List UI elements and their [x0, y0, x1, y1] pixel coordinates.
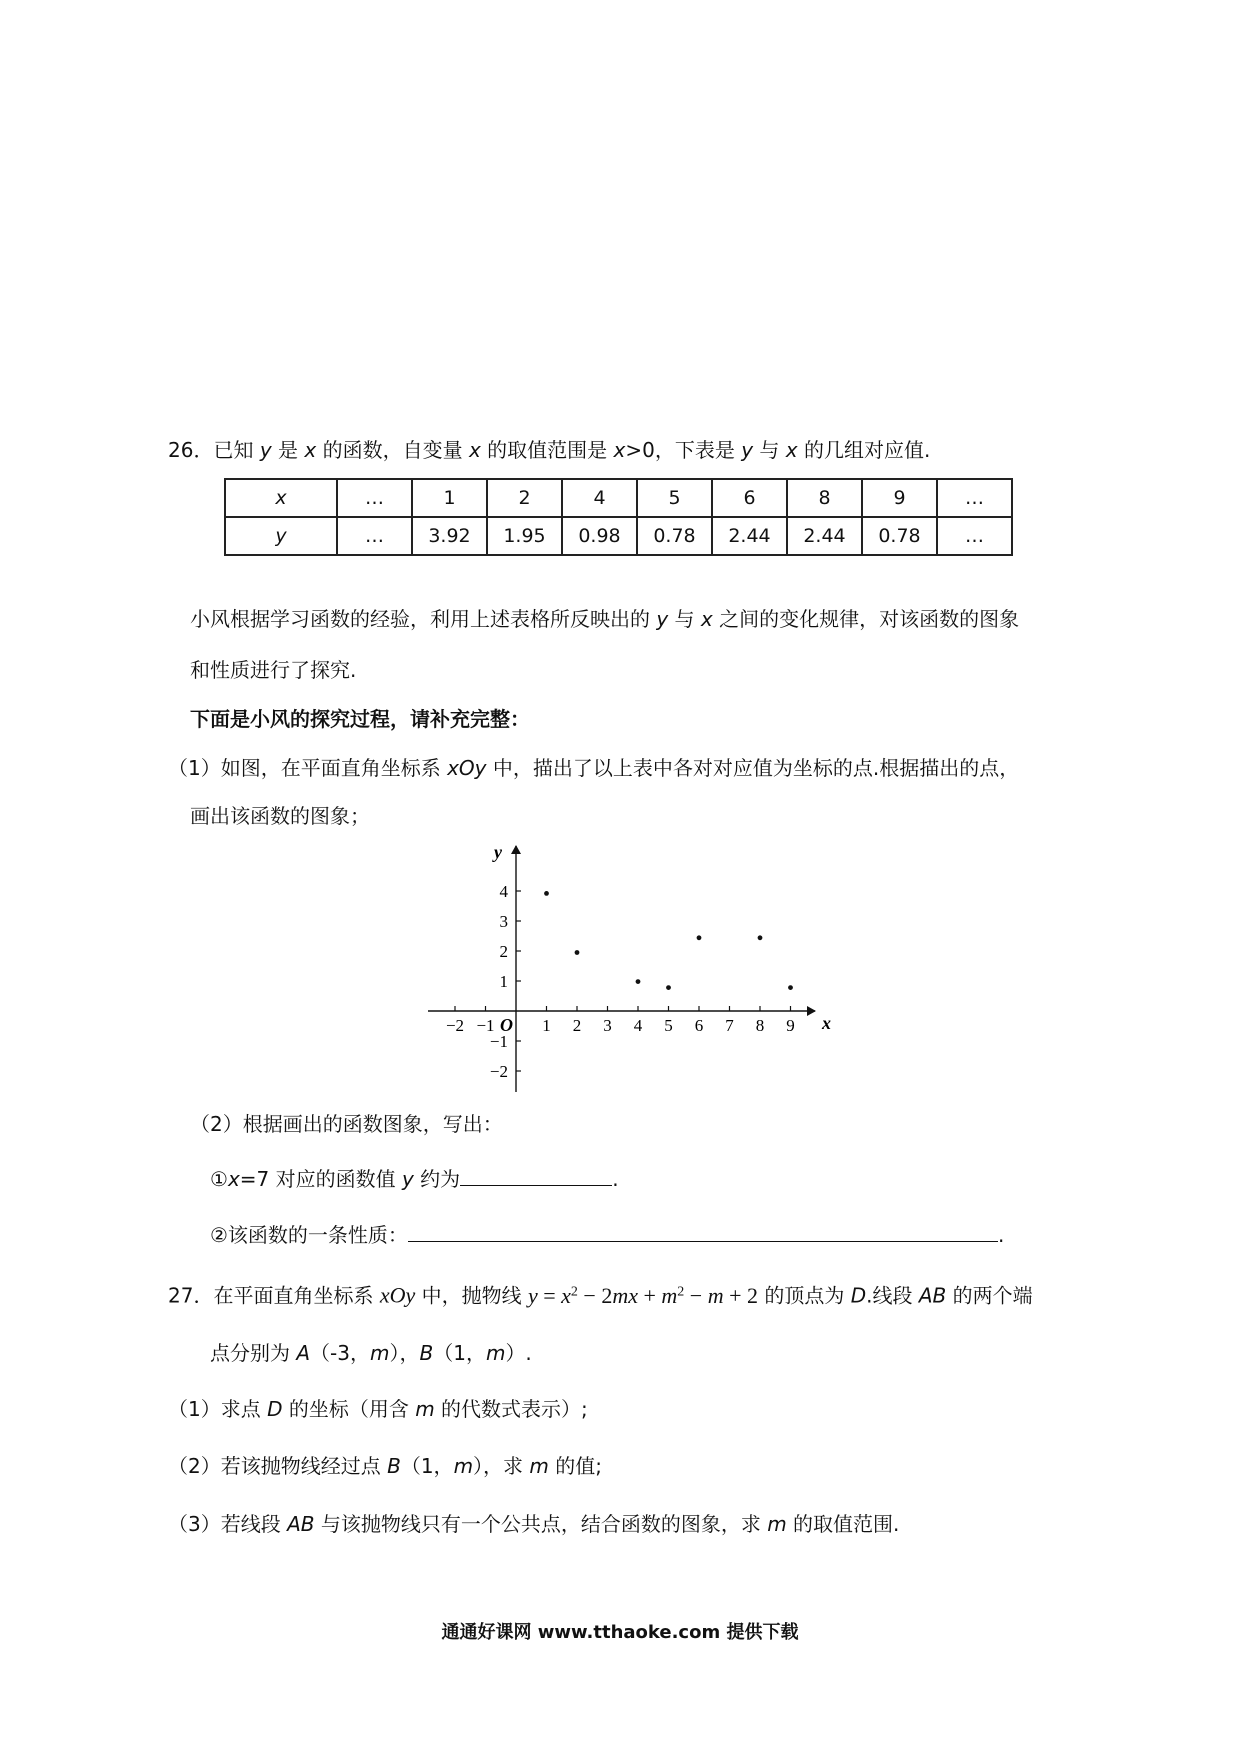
- y-tick-label: 4: [499, 882, 508, 901]
- x-tick-label: 8: [755, 1016, 765, 1035]
- x-tick-label: 9: [786, 1016, 795, 1035]
- data-point: [666, 985, 671, 990]
- y-axis-label: y: [494, 842, 502, 862]
- table-cell: 1: [412, 479, 487, 517]
- coordinate-graph: [420, 840, 840, 1100]
- x-tick-label: 1: [542, 1016, 551, 1035]
- x-tick-label: 3: [603, 1016, 612, 1035]
- answer-blank-1[interactable]: [460, 1163, 612, 1186]
- q26-prompt: 下面是小风的探究过程，请补充完整：: [190, 707, 530, 731]
- data-points: [544, 891, 793, 990]
- table-cell: 2: [487, 479, 562, 517]
- y-tick-label: 3: [499, 912, 508, 931]
- x-tick-label: −2: [445, 1016, 465, 1035]
- question-number: 26．: [168, 438, 214, 462]
- q26-paragraph-2: 和性质进行了探究.: [190, 658, 357, 682]
- q26-part1-line2: 画出该函数的图象；: [190, 804, 370, 828]
- table-cell: 1.95: [487, 517, 562, 555]
- question-number: 27．: [168, 1283, 214, 1308]
- q26-sub2: ②该函数的一条性质： .: [210, 1219, 1004, 1249]
- data-point: [636, 979, 641, 984]
- table-header-x: x: [225, 479, 337, 517]
- q27-part2: （2）若该抛物线经过点 B（1，m），求 m 的值;: [168, 1454, 602, 1478]
- table-header-y: y: [225, 517, 337, 555]
- table-cell: …: [937, 517, 1012, 555]
- y-tick-label: 2: [499, 942, 508, 961]
- table-cell: 3.92: [412, 517, 487, 555]
- q27-part1: （1）求点 D 的坐标（用含 m 的代数式表示）;: [168, 1397, 588, 1421]
- table-cell: 8: [787, 479, 862, 517]
- table-cell: …: [337, 517, 412, 555]
- x-tick-label: −1: [476, 1016, 495, 1035]
- q26-sub1: ①x=7 对应的函数值 y 约为 .: [210, 1163, 619, 1193]
- q27-stem-line1: 27．在平面直角坐标系 xOy 中，抛物线 $y = x^2 - 2mx + m^2 - m + 2$ 的顶点为 D.线段 AB 的两个端: [168, 1282, 1033, 1308]
- x-tick-label: 6: [694, 1016, 704, 1035]
- table-cell: 2.44: [787, 517, 862, 555]
- table-row-x: [225, 479, 1012, 517]
- x-axis-label: x: [822, 1013, 831, 1033]
- y-tick-label: 1: [499, 972, 508, 991]
- values-table: [224, 478, 1013, 556]
- data-point: [697, 935, 702, 940]
- table-cell: …: [937, 479, 1012, 517]
- table-cell: 0.78: [637, 517, 712, 555]
- origin-label: O: [500, 1015, 513, 1035]
- parabola-formula: $y = x^2 - 2mx + m^2 - m + 2$: [527, 1282, 759, 1308]
- table-cell: 4: [562, 479, 637, 517]
- table-cell: 6: [712, 479, 787, 517]
- answer-blank-2[interactable]: [408, 1219, 998, 1242]
- x-tick-label: 5: [664, 1016, 673, 1035]
- axes: [428, 842, 831, 1092]
- footer-text: 通通好课网 www.tthaoke.com 提供下载: [441, 1622, 799, 1643]
- q26-paragraph-1: 小风根据学习函数的经验，利用上述表格所反映出的 y 与 x 之间的变化规律，对该函数的图象: [190, 607, 1020, 631]
- x-tick-label: 7: [725, 1016, 734, 1035]
- data-point: [758, 935, 763, 940]
- q27-part3: （3）若线段 AB 与该抛物线只有一个公共点，结合函数的图象，求 m 的取值范围.: [168, 1512, 900, 1536]
- table-cell: …: [337, 479, 412, 517]
- table-cell: 0.98: [562, 517, 637, 555]
- y-tick-label: −2: [489, 1062, 508, 1081]
- table-cell: 9: [862, 479, 937, 517]
- q27-stem-line2: 点分别为 A（-3，m），B（1，m）.: [210, 1341, 532, 1365]
- x-tick-label: 2: [572, 1016, 582, 1035]
- y-tick-label: −1: [489, 1032, 508, 1051]
- q26-stem: 26．已知 y 是 x 的函数，自变量 x 的取值范围是 x>0，下表是 y 与 x 的几组对应值.: [168, 438, 931, 462]
- table-cell: 5: [637, 479, 712, 517]
- data-point: [575, 950, 580, 955]
- table-row-y: [225, 517, 1012, 555]
- q26-part2: （2）根据画出的函数图象，写出：: [190, 1112, 503, 1136]
- ticks: [446, 882, 795, 1081]
- x-tick-label: 4: [633, 1016, 643, 1035]
- data-point: [788, 985, 793, 990]
- q26-part1-line1: （1）如图，在平面直角坐标系 xOy 中，描出了以上表中各对对应值为坐标的点.根据描出的点，: [168, 756, 1020, 780]
- table-cell: 2.44: [712, 517, 787, 555]
- table-cell: 0.78: [862, 517, 937, 555]
- data-point: [544, 891, 549, 896]
